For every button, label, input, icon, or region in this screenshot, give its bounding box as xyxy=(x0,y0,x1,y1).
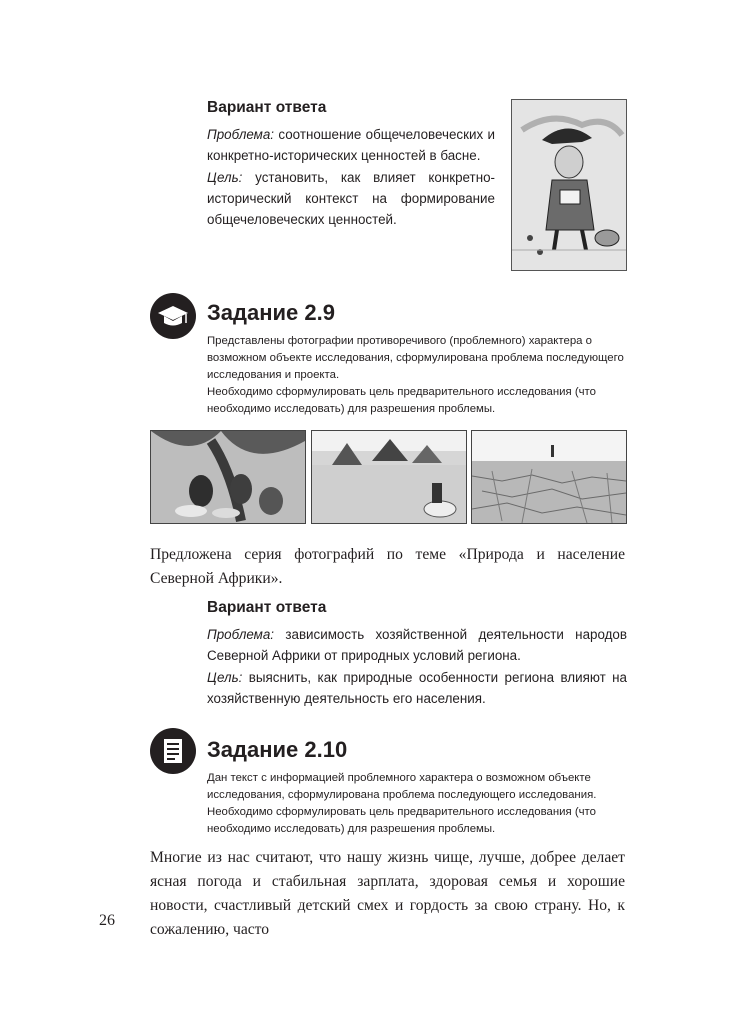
task-2-9-title: Задание 2.9 xyxy=(207,300,335,325)
page-number: 26 xyxy=(99,912,115,929)
goal-text: выяснить, как природные особенности региона влияют на хозяйственную деятельность его населения. xyxy=(207,670,627,706)
graduation-cap-icon xyxy=(150,293,196,339)
task-2-10-line-2: Необходимо сформулировать цель предварительного исследования (что необходимо исследовать) для разрешения проблемы. xyxy=(207,806,596,835)
goal-label: Цель: xyxy=(207,670,243,685)
answer-2-problem xyxy=(207,624,627,666)
photo-desert xyxy=(471,430,627,524)
task-2-10-description xyxy=(207,770,627,838)
task-2-9-line-1: Представлены фотографии противоречивого (проблемного) характера о возможном объекте исследования, сформулирована проблема последующего исследования и проекта. xyxy=(207,335,624,381)
problem-text: соотношение общечеловеческих и конкретно-исторических ценностей в басне. xyxy=(207,127,495,163)
task-2-10-title: Задание 2.10 xyxy=(207,737,348,762)
task-2-9-line-2: Необходимо сформулировать цель предварительного исследования (что необходимо исследовать) для разрешения проблемы. xyxy=(207,386,596,415)
photo-pyramids xyxy=(311,430,467,524)
answer-heading-2: Вариант ответа xyxy=(207,599,327,616)
cartoon-illustration xyxy=(511,99,627,271)
answer-2-goal xyxy=(207,667,627,709)
body-paragraph: Многие из нас считают, что нашу жизнь чище, лучше, добрее делает ясная погода и стабильная зарплата, здоровая семья и хорошие новости, счастливый детский смех и гордость за свою страну. Но, к сожалению, часто xyxy=(150,849,625,938)
photos-caption: Предложена серия фотографий по теме «Природа и население Северной Африки». xyxy=(150,546,625,587)
task-2-10-line-1: Дан текст с информацией проблемного характера о возможном объекте исследования, сформулирована проблема последующего исследования. xyxy=(207,772,597,801)
problem-text: зависимость хозяйственной деятельности народов Северной Африки от природных условий региона. xyxy=(207,627,627,663)
problem-label: Проблема: xyxy=(207,627,275,642)
answer-heading-1: Вариант ответа xyxy=(207,99,327,116)
goal-label: Цель: xyxy=(207,170,243,185)
document-icon xyxy=(150,728,196,774)
answer-1-goal xyxy=(207,167,495,230)
goal-text: установить, как влияет конкретно-исторический контекст на формирование общечеловеческих ценностей. xyxy=(207,170,495,227)
problem-label: Проблема: xyxy=(207,127,275,142)
task-2-9-description xyxy=(207,333,627,418)
answer-1-problem xyxy=(207,124,495,166)
photo-market xyxy=(150,430,306,524)
